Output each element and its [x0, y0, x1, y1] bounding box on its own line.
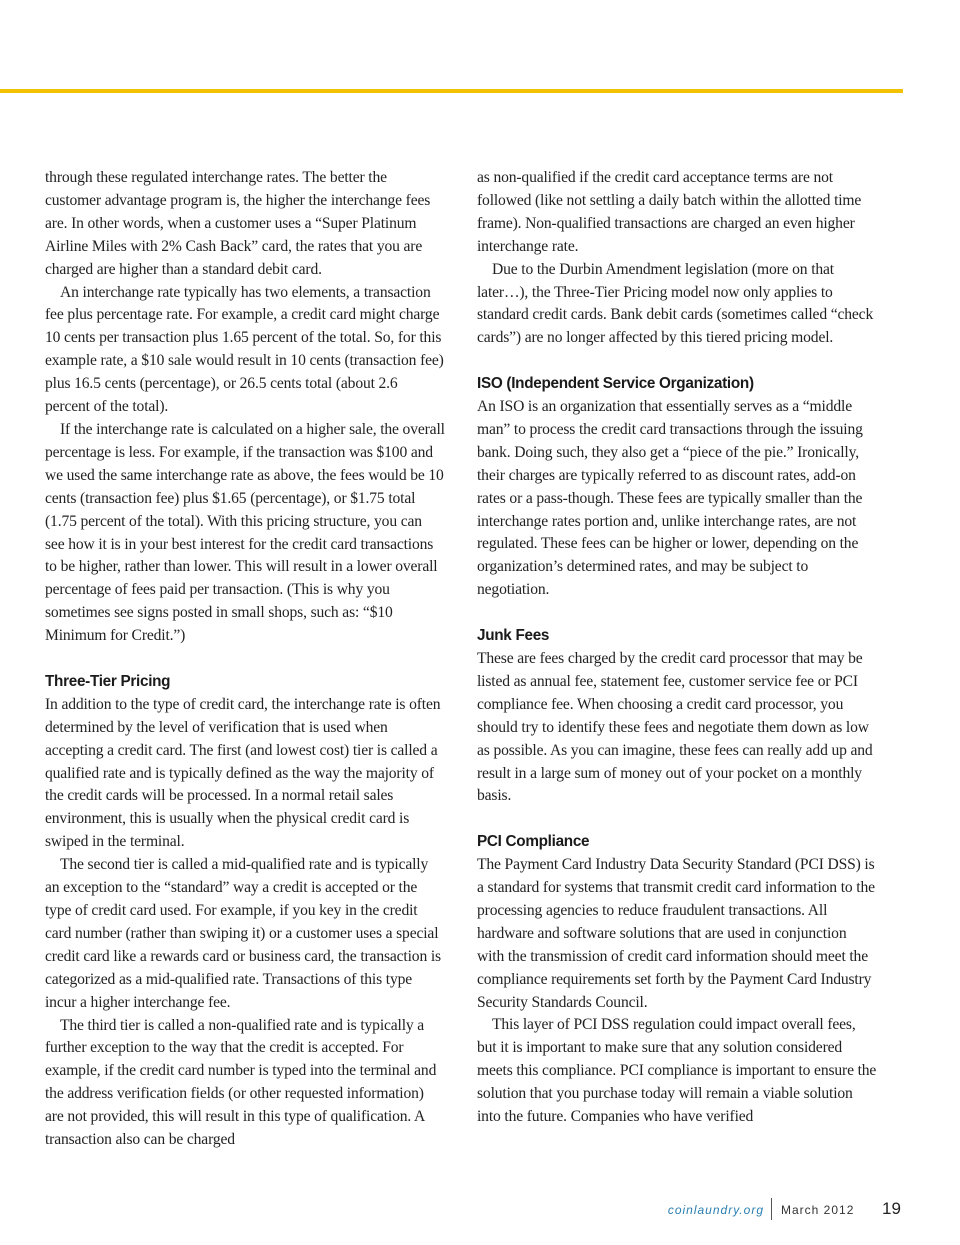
header-accent-rule — [0, 89, 903, 93]
body-paragraph: The Payment Card Industry Data Security Standard (PCI DSS) is a standard for systems that transmit credit card information to the processing agencies to reduce fraudulent transactions. All hardware and software solutions that are used in conjunction with the transmission of credit card information should meet the compliance requirements set forth by the Payment Card Industry Security Standards Council. — [477, 856, 875, 1011]
body-paragraph: as non-qualified if the credit card acceptance terms are not followed (like not settling a daily batch within the allotted time frame). Non-qualified transactions are charged an even higher interchange rate. — [477, 169, 862, 255]
body-paragraph: The third tier is called a non-qualified rate and is typically a further exception to the way that the credit is accepted. For example, if the credit card number is typed into the terminal and the address verification fields (or other requested information) are not provided, this will result in this type of qualification. A transaction also can be charged — [45, 1016, 437, 1149]
section-heading-junk-fees: Junk Fees — [477, 627, 550, 645]
body-paragraph: An interchange rate typically has two elements, a transaction fee plus percentage rate. For example, a credit card might charge 10 cents per transaction plus 1.65 percent of the total. So, for this example rate, a $10 sale would result in 10 cents (transaction fee) plus 16.5 cents (percentage), or 26.5 cents total (about 2.6 percent of the total). — [45, 283, 444, 416]
section-heading-pci-compliance: PCI Compliance — [477, 833, 590, 851]
footer-divider — [771, 1198, 772, 1220]
page-number: 19 — [882, 1199, 901, 1218]
footer-issue-date: March 2012 — [781, 1203, 855, 1217]
body-paragraph: An ISO is an organization that essentially serves as a “middle man” to process the credit card transactions through the issuing bank. Doing such, they also get a “piece of the pie.” Ironically, their charges are typically referred to as discount rates, add-on rates or a pass-though. These fees are typically smaller than the interchange rates portion and, unlike interchange rates, are not regulated. These fees can be higher or lower, depending on the organization’s determined rates, and may be subject to negotiation. — [477, 398, 863, 599]
body-paragraph: This layer of PCI DSS regulation could impact overall fees, but it is important to make sure that any solution considered meets this compliance. PCI compliance is important to ensure the solution that you purchase today will remain a viable solution into the future. Companies who have verified — [477, 1016, 877, 1126]
body-paragraph: Due to the Durbin Amendment legislation (more on that later…), the Three-Tier Pricing model now only applies to standard credit cards. Bank debit cards (sometimes called “check cards”) are no longer affected by this tiered pricing model. — [477, 260, 874, 347]
body-paragraph: These are fees charged by the credit card processor that may be listed as annual fee, statement fee, customer service fee or PCI compliance fee. When choosing a credit card processor, you should try to identify these fees and negotiate them down as low as possible. As you can imagine, these fees can really add up and result in a large sum of money out of your pocket on a monthly basis. — [477, 650, 873, 805]
body-paragraph: In addition to the type of credit card, the interchange rate is often determined by the level of verification that is used when accepting a credit card. The first (and lowest cost) tier is called a qualified rate and is typically defined as the way the majority of the credit cards will be processed. In a normal retail sales environment, this is usually when the physical credit card is swiped in the terminal. — [45, 695, 441, 851]
body-paragraph: through these regulated interchange rates. The better the customer advantage program is, the higher the interchange fees are. In other words, when a customer uses a “Super Platinum Airline Miles with 2% Cash Back” card, the rates that you are charged are higher than a standard debit card. — [45, 169, 431, 278]
right-column — [477, 167, 877, 1129]
footer-site-link[interactable]: coinlaundry.org — [667, 1203, 764, 1217]
section-heading-iso: ISO (Independent Service Organization) — [477, 375, 754, 393]
section-heading-three-tier-pricing: Three-Tier Pricing — [45, 672, 171, 690]
body-paragraph: If the interchange rate is calculated on a higher sale, the overall percentage is less. For example, if the transaction was $100 and we used the same interchange rate as above, the fees would be 10 cents (transaction fee) plus $1.65 (percentage), or $1.75 total (1.75 percent of the total). With this pricing structure, you can see how it is in your best interest for the credit card transactions to be higher, rather than lower. This will result in a lower overall percentage of fees paid per transaction. (This is why you sometimes see signs posted in small shops, such as: “$10 Minimum for Credit.”) — [45, 420, 445, 645]
body-paragraph: The second tier is called a mid-qualified rate and is typically an exception to the “standard” way a credit is accepted or the type of credit card used. For example, if you key in the credit card number (rather than swiping it) or a customer uses a special credit card like a rewards card or business card, the transaction is categorized as a mid-qualified rate. Transactions of this type incur a higher interchange fee. — [45, 856, 441, 1011]
left-column — [45, 167, 445, 1152]
